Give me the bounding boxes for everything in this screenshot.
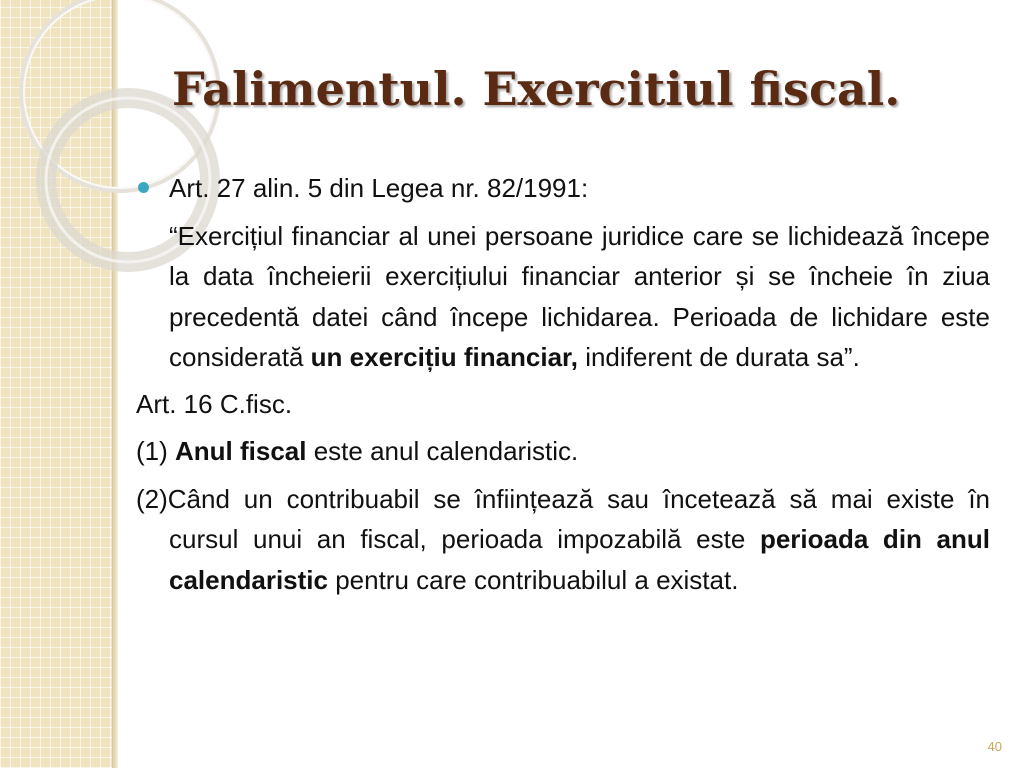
bullet-heading: Art. 27 alin. 5 din Legea nr. 82/1991: [169, 173, 589, 203]
quote-text-2: indiferent de durata sa”. [577, 342, 860, 372]
item-2-bold: perioada din anul calendaristic [169, 524, 990, 595]
item-1-prefix: (1) [136, 436, 175, 466]
slide-title: Falimentul. Exercitiul fiscal. [172, 62, 901, 116]
art16-line: Art. 16 C.fisc. [136, 388, 293, 419]
item-2-prefix: (2)Când un contribuabil se înființează sau încetează să mai existe în cursul unui an fiscal, perioada impozabilă este [136, 483, 990, 554]
item-2-paragraph [136, 479, 990, 601]
quote-bold-text: un exercițiu financiar, [310, 342, 578, 372]
page-number: 40 [987, 739, 1002, 754]
item-1-bold: Anul fiscal [175, 436, 307, 466]
slide-content [136, 168, 990, 600]
bullet-item [136, 168, 990, 209]
item-1-suffix: este anul calendaristic. [306, 436, 579, 466]
quote-paragraph [169, 216, 990, 378]
item-1-paragraph [136, 431, 990, 472]
item-2-suffix: pentru care contribuabilul a existat. [327, 564, 739, 595]
bullet-dot-icon [138, 182, 149, 193]
quote-text-1: “Exercițiul financiar al unei persoane juridice care se lichidează începe la data încheierii exercițiului financiar anterior și se încheie în ziua precedentă datei când începe lichidarea. Perioada de lichidare este considerată [169, 220, 990, 372]
